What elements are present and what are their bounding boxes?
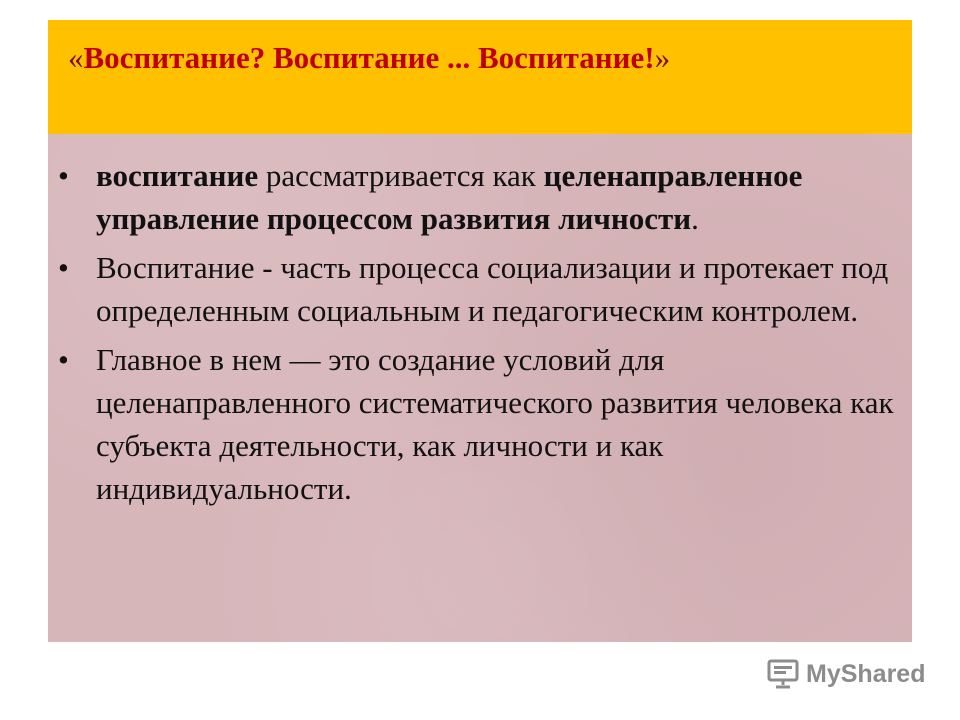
bullet-1-period: . [691,201,699,236]
bullet-item-1 [48,154,912,240]
bullet-item-2 [48,246,912,332]
bullet-marker: • [58,342,69,377]
title-open-quote: « [68,40,84,75]
bullet-1-term: воспитание [96,158,259,193]
bullet-item-3 [48,338,912,510]
title-close-quote: » [654,40,671,75]
bullet-1-definition: целенаправленное управление процессом развития личности [96,158,803,236]
watermark-text: MyShared [806,659,926,688]
bullet-2-text: Воспитание - часть процесса социализации и протекает под определенным социальным и педагогическим контролем. [96,250,889,328]
presentation-screen-icon [766,657,800,691]
slide-title [68,38,670,78]
bullet-3-text: Главное в нем — это создание условий для целенаправленного систематического развития человека как субъекта деятельности, как личности и как индивидуальности. [96,342,894,506]
myshared-watermark [766,656,925,692]
bullet-list [48,154,912,516]
title-bar [48,20,912,134]
title-text: Воспитание? Воспитание ... Воспитание! [83,40,655,75]
bullet-marker: • [58,250,69,285]
slide [48,20,912,642]
bullet-1-connector: рассматривается как [258,158,544,193]
bullet-marker: • [58,158,69,193]
